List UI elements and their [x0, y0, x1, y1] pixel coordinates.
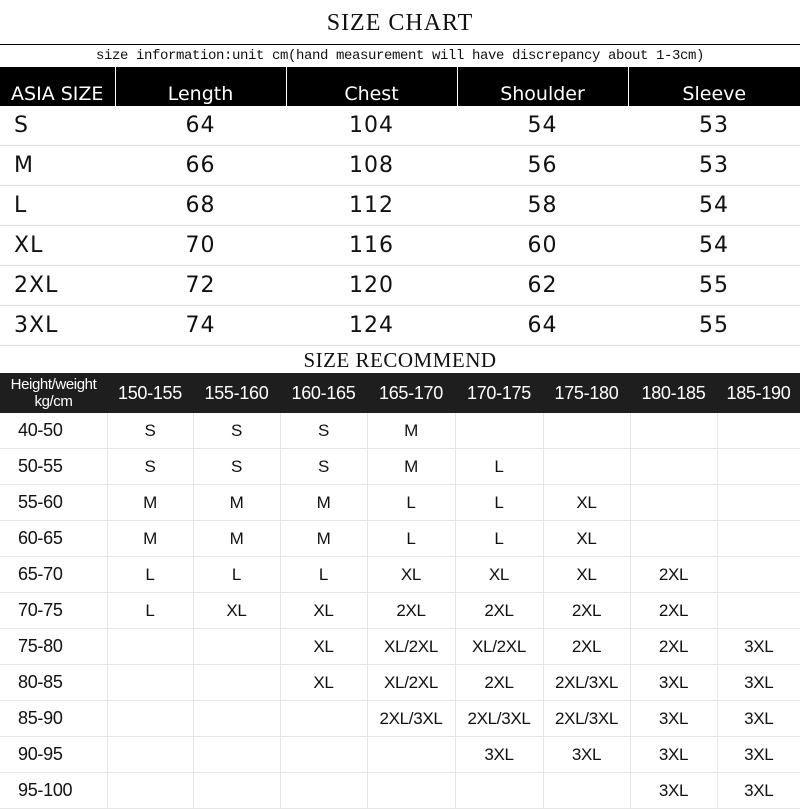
recommended-size-cell [630, 413, 717, 449]
measurement-cell: 54 [628, 226, 800, 266]
recommended-size-cell: 2XL [455, 593, 543, 629]
recommended-size-cell [107, 773, 193, 809]
recommended-size-cell: 2XL [455, 665, 543, 701]
size-recommend-title: SIZE RECOMMEND [303, 348, 497, 372]
recommended-size-cell: 2XL [543, 593, 630, 629]
size-chart-header-cell: Chest [286, 67, 457, 106]
size-chart-header-row [0, 67, 800, 106]
recommended-size-cell: 2XL [543, 629, 630, 665]
recommended-size-cell [717, 521, 800, 557]
recommended-size-cell: S [193, 413, 280, 449]
recommended-size-cell [543, 413, 630, 449]
recommended-size-cell: L [455, 521, 543, 557]
recommended-size-cell: XL [543, 557, 630, 593]
recommended-size-cell: L [367, 521, 455, 557]
recommend-row [0, 773, 800, 809]
recommended-size-cell: XL [543, 485, 630, 521]
recommended-size-cell: M [367, 413, 455, 449]
recommended-size-cell [280, 701, 367, 737]
recommended-size-cell [543, 773, 630, 809]
recommended-size-cell [107, 737, 193, 773]
measurement-cell: 53 [628, 146, 800, 186]
recommended-size-cell: 2XL [630, 593, 717, 629]
measurement-cell: 55 [628, 266, 800, 306]
recommended-size-cell [280, 737, 367, 773]
measurement-cell: 66 [115, 146, 286, 186]
recommended-size-cell: XL [367, 557, 455, 593]
measurement-cell: 64 [115, 106, 286, 146]
weight-range-cell: 75-80 [0, 629, 107, 665]
size-label-cell: L [0, 186, 115, 226]
recommended-size-cell [630, 485, 717, 521]
recommended-size-cell: 3XL [630, 737, 717, 773]
size-label-cell: S [0, 106, 115, 146]
recommended-size-cell [193, 737, 280, 773]
recommended-size-cell: 3XL [630, 773, 717, 809]
measurement-cell: 68 [115, 186, 286, 226]
size-chart-row [0, 186, 800, 226]
weight-range-cell: 90-95 [0, 737, 107, 773]
recommended-size-cell: L [107, 557, 193, 593]
recommended-size-cell: 2XL [367, 593, 455, 629]
recommended-size-cell [717, 557, 800, 593]
measurement-cell: 112 [286, 186, 457, 226]
recommend-row [0, 485, 800, 521]
height-range-header: 160-165 [280, 373, 367, 413]
measurement-cell: 62 [457, 266, 628, 306]
recommended-size-cell: L [455, 485, 543, 521]
recommended-size-cell: 2XL [630, 557, 717, 593]
height-range-header: 185-190 [717, 373, 800, 413]
recommended-size-cell [107, 701, 193, 737]
recommended-size-cell: M [193, 521, 280, 557]
recommended-size-cell: 2XL/3XL [367, 701, 455, 737]
measurement-cell: 104 [286, 106, 457, 146]
corner-label-unit: kg/cm [34, 393, 73, 410]
recommended-size-cell [193, 629, 280, 665]
size-label-cell: 3XL [0, 306, 115, 346]
recommended-size-cell [630, 449, 717, 485]
recommended-size-cell [193, 665, 280, 701]
size-label-cell: 2XL [0, 266, 115, 306]
height-range-header: 165-170 [367, 373, 455, 413]
recommended-size-cell: L [367, 485, 455, 521]
corner-label-height-weight: Height/weight [10, 376, 97, 393]
measurement-cell: 54 [628, 186, 800, 226]
recommended-size-cell: L [107, 593, 193, 629]
recommended-size-cell: L [280, 557, 367, 593]
recommended-size-cell: XL/2XL [455, 629, 543, 665]
recommended-size-cell: S [107, 449, 193, 485]
size-recommend-table [0, 373, 800, 809]
measurement-cell: 60 [457, 226, 628, 266]
size-chart-row [0, 106, 800, 146]
measurement-cell: 70 [115, 226, 286, 266]
recommend-row [0, 593, 800, 629]
size-chart-header-cell: Length [115, 67, 286, 106]
size-label-cell: XL [0, 226, 115, 266]
measurement-cell: 53 [628, 106, 800, 146]
recommended-size-cell: 3XL [717, 701, 800, 737]
measurement-cell: 56 [457, 146, 628, 186]
measurement-cell: 116 [286, 226, 457, 266]
recommend-header-row [0, 373, 800, 413]
size-chart-row [0, 266, 800, 306]
recommended-size-cell: L [193, 557, 280, 593]
size-label-cell: M [0, 146, 115, 186]
recommend-row [0, 737, 800, 773]
recommended-size-cell: 3XL [543, 737, 630, 773]
recommend-row [0, 629, 800, 665]
measurement-cell: 54 [457, 106, 628, 146]
recommended-size-cell: M [193, 485, 280, 521]
recommended-size-cell: XL [543, 521, 630, 557]
measurement-cell: 108 [286, 146, 457, 186]
recommended-size-cell: S [107, 413, 193, 449]
recommended-size-cell: XL [280, 629, 367, 665]
recommended-size-cell: M [107, 485, 193, 521]
weight-range-cell: 50-55 [0, 449, 107, 485]
size-chart-row [0, 226, 800, 266]
recommended-size-cell: 3XL [717, 773, 800, 809]
recommended-size-cell [455, 773, 543, 809]
recommend-row [0, 665, 800, 701]
weight-range-cell: 60-65 [0, 521, 107, 557]
measurement-cell: 72 [115, 266, 286, 306]
recommended-size-cell [455, 413, 543, 449]
size-chart-row [0, 306, 800, 346]
height-range-header: 155-160 [193, 373, 280, 413]
size-chart-row [0, 146, 800, 186]
height-range-header: 170-175 [455, 373, 543, 413]
recommended-size-cell [367, 737, 455, 773]
recommended-size-cell [717, 449, 800, 485]
weight-range-cell: 70-75 [0, 593, 107, 629]
recommend-row [0, 557, 800, 593]
recommended-size-cell: 3XL [717, 737, 800, 773]
recommended-size-cell [193, 773, 280, 809]
measurement-cell: 64 [457, 306, 628, 346]
recommended-size-cell: XL [193, 593, 280, 629]
recommended-size-cell: S [193, 449, 280, 485]
recommended-size-cell: XL/2XL [367, 629, 455, 665]
recommended-size-cell [630, 521, 717, 557]
recommended-size-cell: 3XL [455, 737, 543, 773]
recommended-size-cell [280, 773, 367, 809]
recommended-size-cell: 3XL [630, 665, 717, 701]
recommend-row [0, 413, 800, 449]
weight-range-cell: 40-50 [0, 413, 107, 449]
recommend-row [0, 521, 800, 557]
recommended-size-cell: S [280, 449, 367, 485]
measurement-cell: 55 [628, 306, 800, 346]
recommend-corner-header [0, 373, 107, 413]
weight-range-cell: 85-90 [0, 701, 107, 737]
measurement-cell: 120 [286, 266, 457, 306]
size-chart-table [0, 67, 800, 346]
recommended-size-cell: M [280, 485, 367, 521]
recommended-size-cell: XL [280, 665, 367, 701]
height-range-header: 180-185 [630, 373, 717, 413]
recommended-size-cell: M [280, 521, 367, 557]
recommend-row [0, 701, 800, 737]
recommended-size-cell [717, 413, 800, 449]
recommended-size-cell: 3XL [717, 665, 800, 701]
recommended-size-cell: 3XL [630, 701, 717, 737]
size-chart-header-cell: ASIA SIZE [0, 67, 115, 106]
height-range-header: 150-155 [107, 373, 193, 413]
size-chart-header-cell: Sleeve [628, 67, 800, 106]
size-chart-header-cell: Shoulder [457, 67, 628, 106]
recommend-row [0, 449, 800, 485]
recommended-size-cell: XL/2XL [367, 665, 455, 701]
recommended-size-cell: L [455, 449, 543, 485]
height-range-header: 175-180 [543, 373, 630, 413]
recommended-size-cell [367, 773, 455, 809]
recommended-size-cell: 2XL [630, 629, 717, 665]
recommended-size-cell: XL [280, 593, 367, 629]
weight-range-cell: 55-60 [0, 485, 107, 521]
recommended-size-cell: S [280, 413, 367, 449]
recommended-size-cell: XL [455, 557, 543, 593]
recommended-size-cell [107, 665, 193, 701]
recommended-size-cell [107, 629, 193, 665]
recommended-size-cell: 2XL/3XL [543, 701, 630, 737]
size-chart-title: SIZE CHART [0, 0, 800, 45]
recommended-size-cell: 2XL/3XL [543, 665, 630, 701]
measurement-cell: 74 [115, 306, 286, 346]
weight-range-cell: 80-85 [0, 665, 107, 701]
weight-range-cell: 65-70 [0, 557, 107, 593]
measurement-cell: 58 [457, 186, 628, 226]
measurement-cell: 124 [286, 306, 457, 346]
weight-range-cell: 95-100 [0, 773, 107, 809]
recommended-size-cell: M [107, 521, 193, 557]
recommended-size-cell [543, 449, 630, 485]
recommended-size-cell [193, 701, 280, 737]
recommended-size-cell [717, 593, 800, 629]
recommended-size-cell: 2XL/3XL [455, 701, 543, 737]
size-info-note: size information:unit cm(hand measurement will have discrepancy about 1-3cm) [95, 48, 705, 64]
recommended-size-cell: M [367, 449, 455, 485]
recommended-size-cell: 3XL [717, 629, 800, 665]
recommended-size-cell [717, 485, 800, 521]
